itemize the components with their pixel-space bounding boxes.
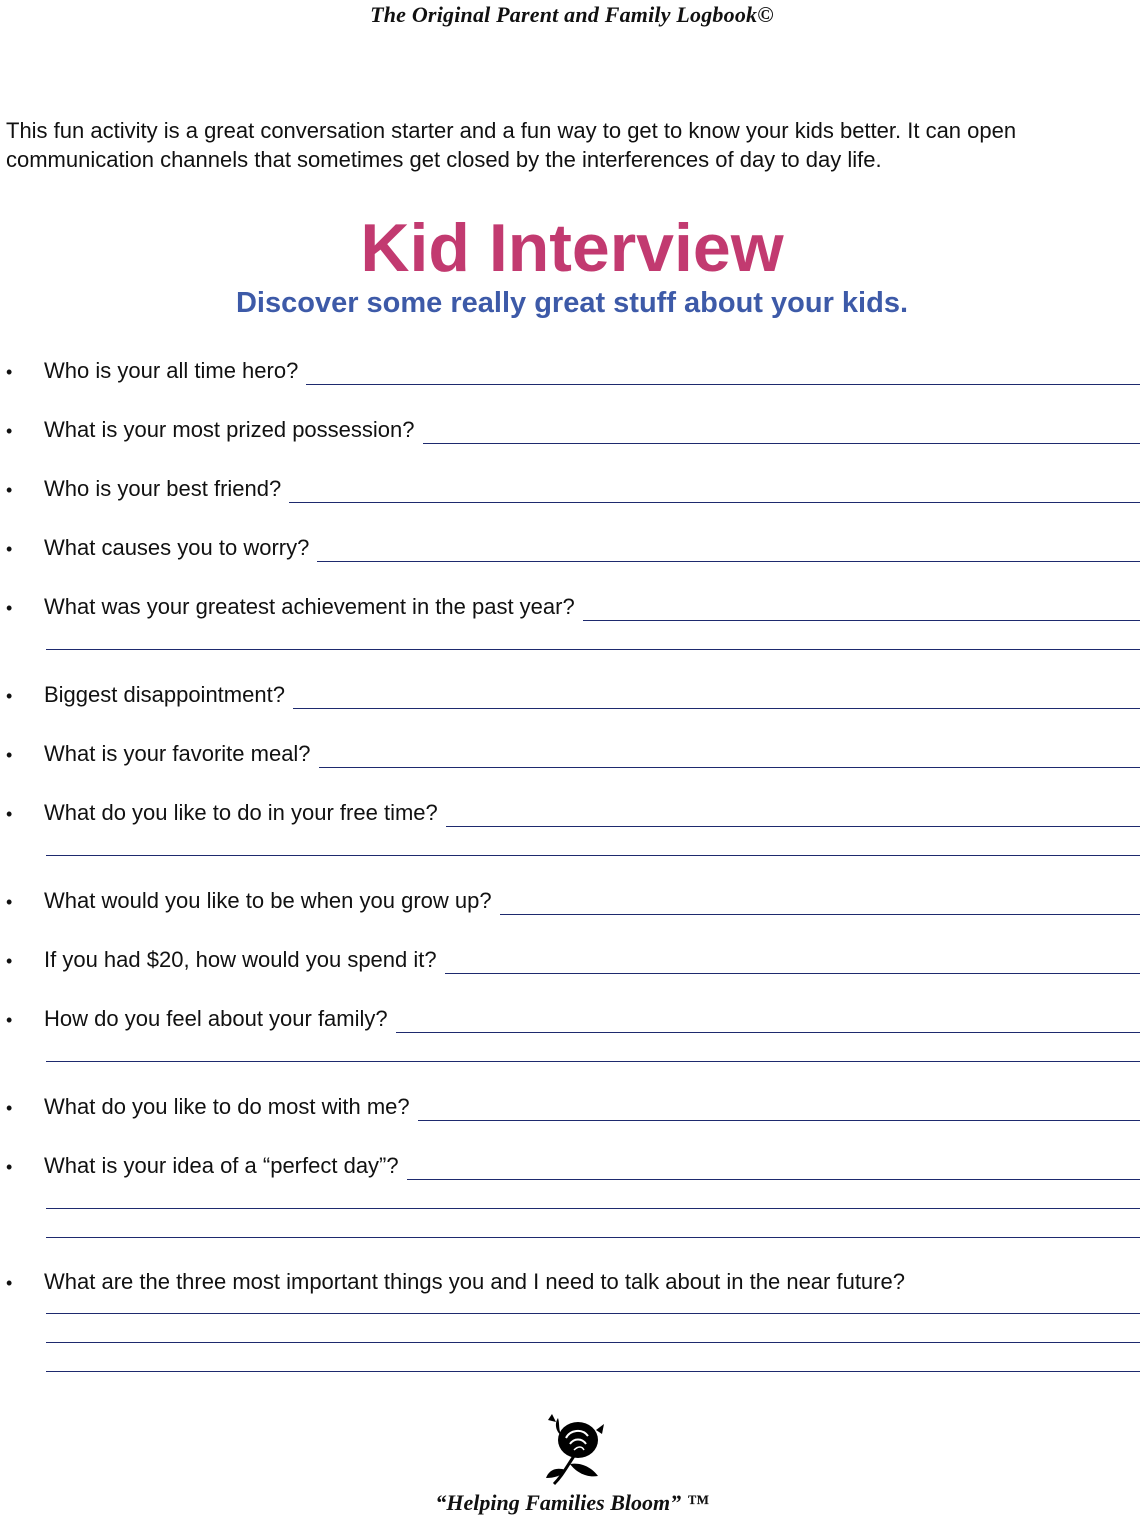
question-text: What are the three most important things you and I need to talk about in the near future?: [44, 1269, 905, 1294]
question-text: What would you like to be when you grow up?: [44, 888, 492, 913]
bullet-icon: •: [6, 951, 13, 971]
answer-line[interactable]: [46, 1061, 1140, 1062]
question-text: If you had $20, how would you spend it?: [44, 947, 437, 972]
answer-line[interactable]: [583, 620, 1140, 621]
bullet-icon: •: [6, 480, 13, 500]
bullet-icon: •: [6, 1010, 13, 1030]
bullet-icon: •: [6, 804, 13, 824]
answer-line[interactable]: [46, 855, 1140, 856]
answer-line[interactable]: [289, 502, 1140, 503]
answer-line[interactable]: [500, 914, 1140, 915]
question-text: What is your most prized possession?: [44, 417, 415, 442]
answer-line[interactable]: [407, 1179, 1140, 1180]
bullet-icon: •: [6, 539, 13, 559]
answer-line[interactable]: [396, 1032, 1140, 1033]
footer-tagline: “Helping Families Bloom” ™: [435, 1490, 709, 1515]
rose-icon: [544, 1410, 610, 1486]
question-text: What is your favorite meal?: [44, 741, 311, 766]
question-text: What do you like to do in your free time?: [44, 800, 438, 825]
bullet-icon: •: [6, 1273, 13, 1293]
answer-line[interactable]: [46, 1208, 1140, 1209]
question-text: Biggest disappointment?: [44, 682, 285, 707]
answer-line[interactable]: [46, 1371, 1140, 1372]
answer-line[interactable]: [418, 1120, 1140, 1121]
bullet-icon: •: [6, 421, 13, 441]
bullet-icon: •: [6, 1098, 13, 1118]
intro-paragraph: This fun activity is a great conversation starter and a fun way to get to know your kids better. It can open communication channels that sometimes get closed by the interferences of day to day life.: [6, 118, 1017, 172]
bullet-icon: •: [6, 686, 13, 706]
bullet-icon: •: [6, 362, 13, 382]
question-text: What causes you to worry?: [44, 535, 310, 560]
answer-line[interactable]: [423, 443, 1140, 444]
question-text: What do you like to do most with me?: [44, 1094, 410, 1119]
page-subtitle: Discover some really great stuff about your kids.: [235, 287, 909, 319]
question-text: Who is your all time hero?: [44, 358, 299, 383]
answer-line[interactable]: [46, 1237, 1140, 1238]
question-text: What was your greatest achievement in the past year?: [44, 594, 575, 619]
question-text: Who is your best friend?: [44, 476, 282, 501]
answer-line[interactable]: [446, 826, 1140, 827]
bullet-icon: •: [6, 745, 13, 765]
bullet-icon: •: [6, 1157, 13, 1177]
bullet-icon: •: [6, 892, 13, 912]
answer-line[interactable]: [445, 973, 1140, 974]
answer-line[interactable]: [46, 649, 1140, 650]
bullet-icon: •: [6, 598, 13, 618]
answer-line[interactable]: [306, 384, 1140, 385]
answer-line[interactable]: [46, 1313, 1140, 1314]
page-title: Kid Interview: [360, 210, 784, 286]
question-item: [0, 1269, 1144, 1299]
answer-line[interactable]: [317, 561, 1140, 562]
answer-line[interactable]: [46, 1342, 1140, 1343]
document-header: The Original Parent and Family Logbook©: [370, 2, 774, 27]
answer-line[interactable]: [319, 767, 1140, 768]
answer-line[interactable]: [293, 708, 1140, 709]
question-text: How do you feel about your family?: [44, 1006, 388, 1031]
question-text: What is your idea of a “perfect day”?: [44, 1153, 399, 1178]
